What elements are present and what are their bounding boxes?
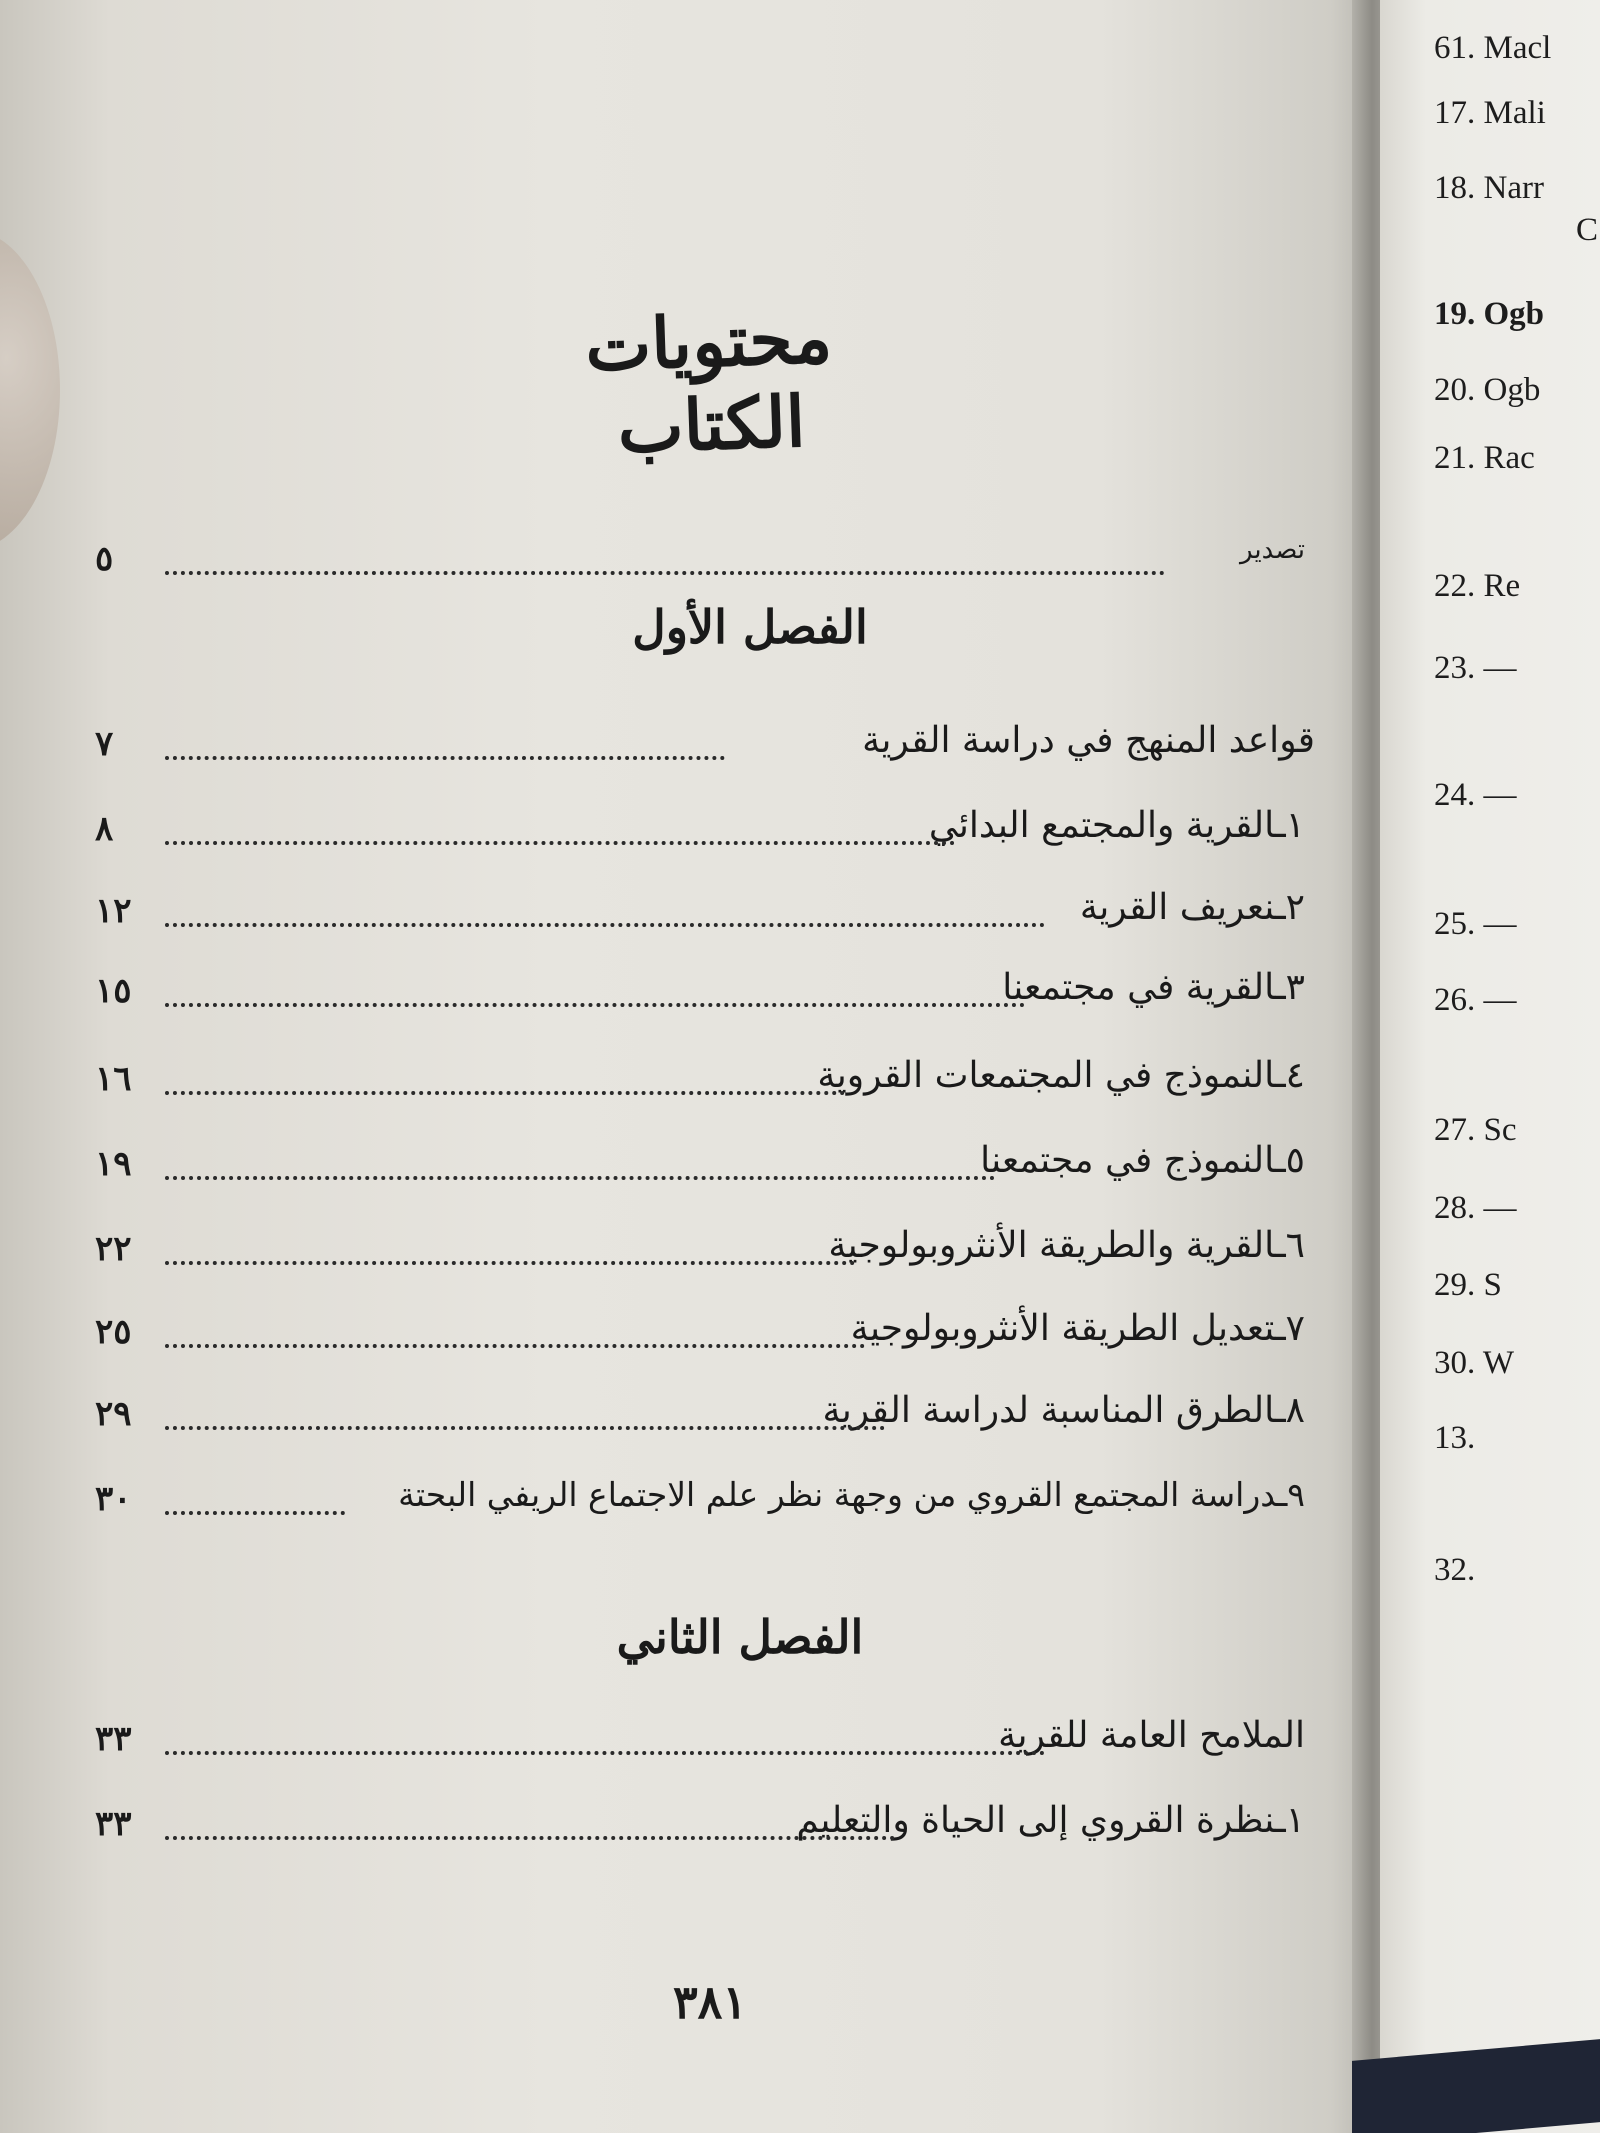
toc-entry-page: ١٢ xyxy=(95,891,132,931)
toc-entry xyxy=(95,1390,1305,1460)
chapter-heading-2: الفصل الثاني xyxy=(616,1610,864,1664)
reference-entry: 18. Narr xyxy=(1434,170,1544,206)
toc-entry xyxy=(95,720,1315,790)
right-page xyxy=(1380,0,1600,2133)
toc-entry xyxy=(95,1800,1305,1870)
leader-dots xyxy=(165,1741,1045,1755)
toc-entry-label: ٧ـتعديل الطريقة الأنثروبولوجية xyxy=(850,1308,1305,1349)
toc-entry-intro xyxy=(95,535,1305,605)
reference-entry: 24. — xyxy=(1434,777,1517,813)
toc-entry-label: ٩ـدراسة المجتمع القروي من وجهة نظر علم الاجتماع الريفي البحتة xyxy=(398,1475,1305,1514)
toc-entry-page: ٨ xyxy=(95,809,114,849)
toc-entry-page: ٣٣ xyxy=(95,1719,132,1759)
toc-entry xyxy=(95,1475,1305,1545)
toc-entry-label: ٣ـالقرية في مجتمعنا xyxy=(1002,967,1305,1008)
leader-dots xyxy=(165,561,1165,575)
reference-entry: 29. S xyxy=(1434,1267,1502,1303)
reference-entry: 32. xyxy=(1434,1552,1476,1588)
toc-entry xyxy=(95,805,1305,875)
leader-dots xyxy=(165,913,1045,927)
leader-dots xyxy=(165,1501,345,1515)
toc-entry-label: ٢ـنعريف القرية xyxy=(1079,887,1305,928)
toc-entry-label: تصدير xyxy=(1239,535,1305,565)
toc-entry xyxy=(95,1140,1305,1210)
toc-entry-page: ٣٠ xyxy=(95,1479,132,1519)
toc-entry-label: قواعد المنهج في دراسة القرية xyxy=(862,720,1315,761)
reference-entry: 22. Re xyxy=(1434,568,1521,604)
toc-entry-page: ٧ xyxy=(95,724,114,764)
toc-title: محتويات الكتاب xyxy=(583,295,834,470)
chapter-heading-1: الفصل الأول xyxy=(632,600,868,654)
reference-entry: 13. xyxy=(1434,1420,1476,1456)
toc-entry-label: ١ـالقرية والمجتمع البدائي xyxy=(928,805,1305,846)
toc-entry xyxy=(95,1715,1305,1785)
toc-entry-label: ١ـنظرة القروي إلى الحياة والتعليم xyxy=(796,1800,1305,1841)
reference-entry: 28. — xyxy=(1434,1190,1517,1226)
leader-dots xyxy=(165,1166,995,1180)
toc-entry-page: ٣٣ xyxy=(95,1804,132,1844)
toc-entry-page: ١٩ xyxy=(95,1144,132,1184)
reference-entry: 61. Macl xyxy=(1434,30,1552,66)
reference-entry: 26. — xyxy=(1434,982,1517,1018)
leader-dots xyxy=(165,1826,895,1840)
leader-dots xyxy=(165,1334,865,1348)
leader-dots xyxy=(165,993,1025,1007)
toc-entry xyxy=(95,1055,1305,1125)
toc-entry xyxy=(95,967,1305,1037)
toc-entry-label: ٤ـالنموذج في المجتمعات القروية xyxy=(817,1055,1305,1096)
reference-entry: 30. W xyxy=(1434,1345,1515,1381)
reference-entry: 20. Ogb xyxy=(1434,372,1541,408)
toc-entry-page: ٥ xyxy=(95,539,114,579)
reference-continuation: C xyxy=(1576,212,1599,248)
toc-entry-label: ٥ـالنموذج في مجتمعنا xyxy=(980,1140,1305,1181)
toc-entry-page: ١٦ xyxy=(95,1059,132,1099)
reference-entry: 27. Sc xyxy=(1434,1112,1517,1148)
leader-dots xyxy=(165,746,725,760)
toc-entry-label: ٨ـالطرق المناسبة لدراسة القرية xyxy=(822,1390,1305,1431)
page-number: ٣٨١ xyxy=(672,1975,748,2029)
reference-entry: 17. Mali xyxy=(1434,95,1546,131)
toc-entry xyxy=(95,1225,1305,1295)
leader-dots xyxy=(165,831,955,845)
toc-entry-page: ٢٩ xyxy=(95,1394,132,1434)
leader-dots xyxy=(165,1251,855,1265)
reference-entry: 23. — xyxy=(1434,650,1517,686)
toc-entry-label: الملامح العامة للقرية xyxy=(998,1715,1305,1756)
toc-entry-page: ١٥ xyxy=(95,971,132,1011)
toc-entry xyxy=(95,1308,1305,1378)
reference-entry: 25. — xyxy=(1434,906,1517,942)
leader-dots xyxy=(165,1416,885,1430)
toc-entry-page: ٢٢ xyxy=(95,1229,132,1269)
toc-entry xyxy=(95,887,1305,957)
toc-entry-page: ٢٥ xyxy=(95,1312,132,1352)
toc-entry-label: ٦ـالقرية والطريقة الأنثروبولوجية xyxy=(828,1225,1305,1266)
reference-entry: 19. Ogb xyxy=(1434,296,1545,332)
leader-dots xyxy=(165,1081,845,1095)
reference-entry: 21. Rac xyxy=(1434,440,1535,476)
